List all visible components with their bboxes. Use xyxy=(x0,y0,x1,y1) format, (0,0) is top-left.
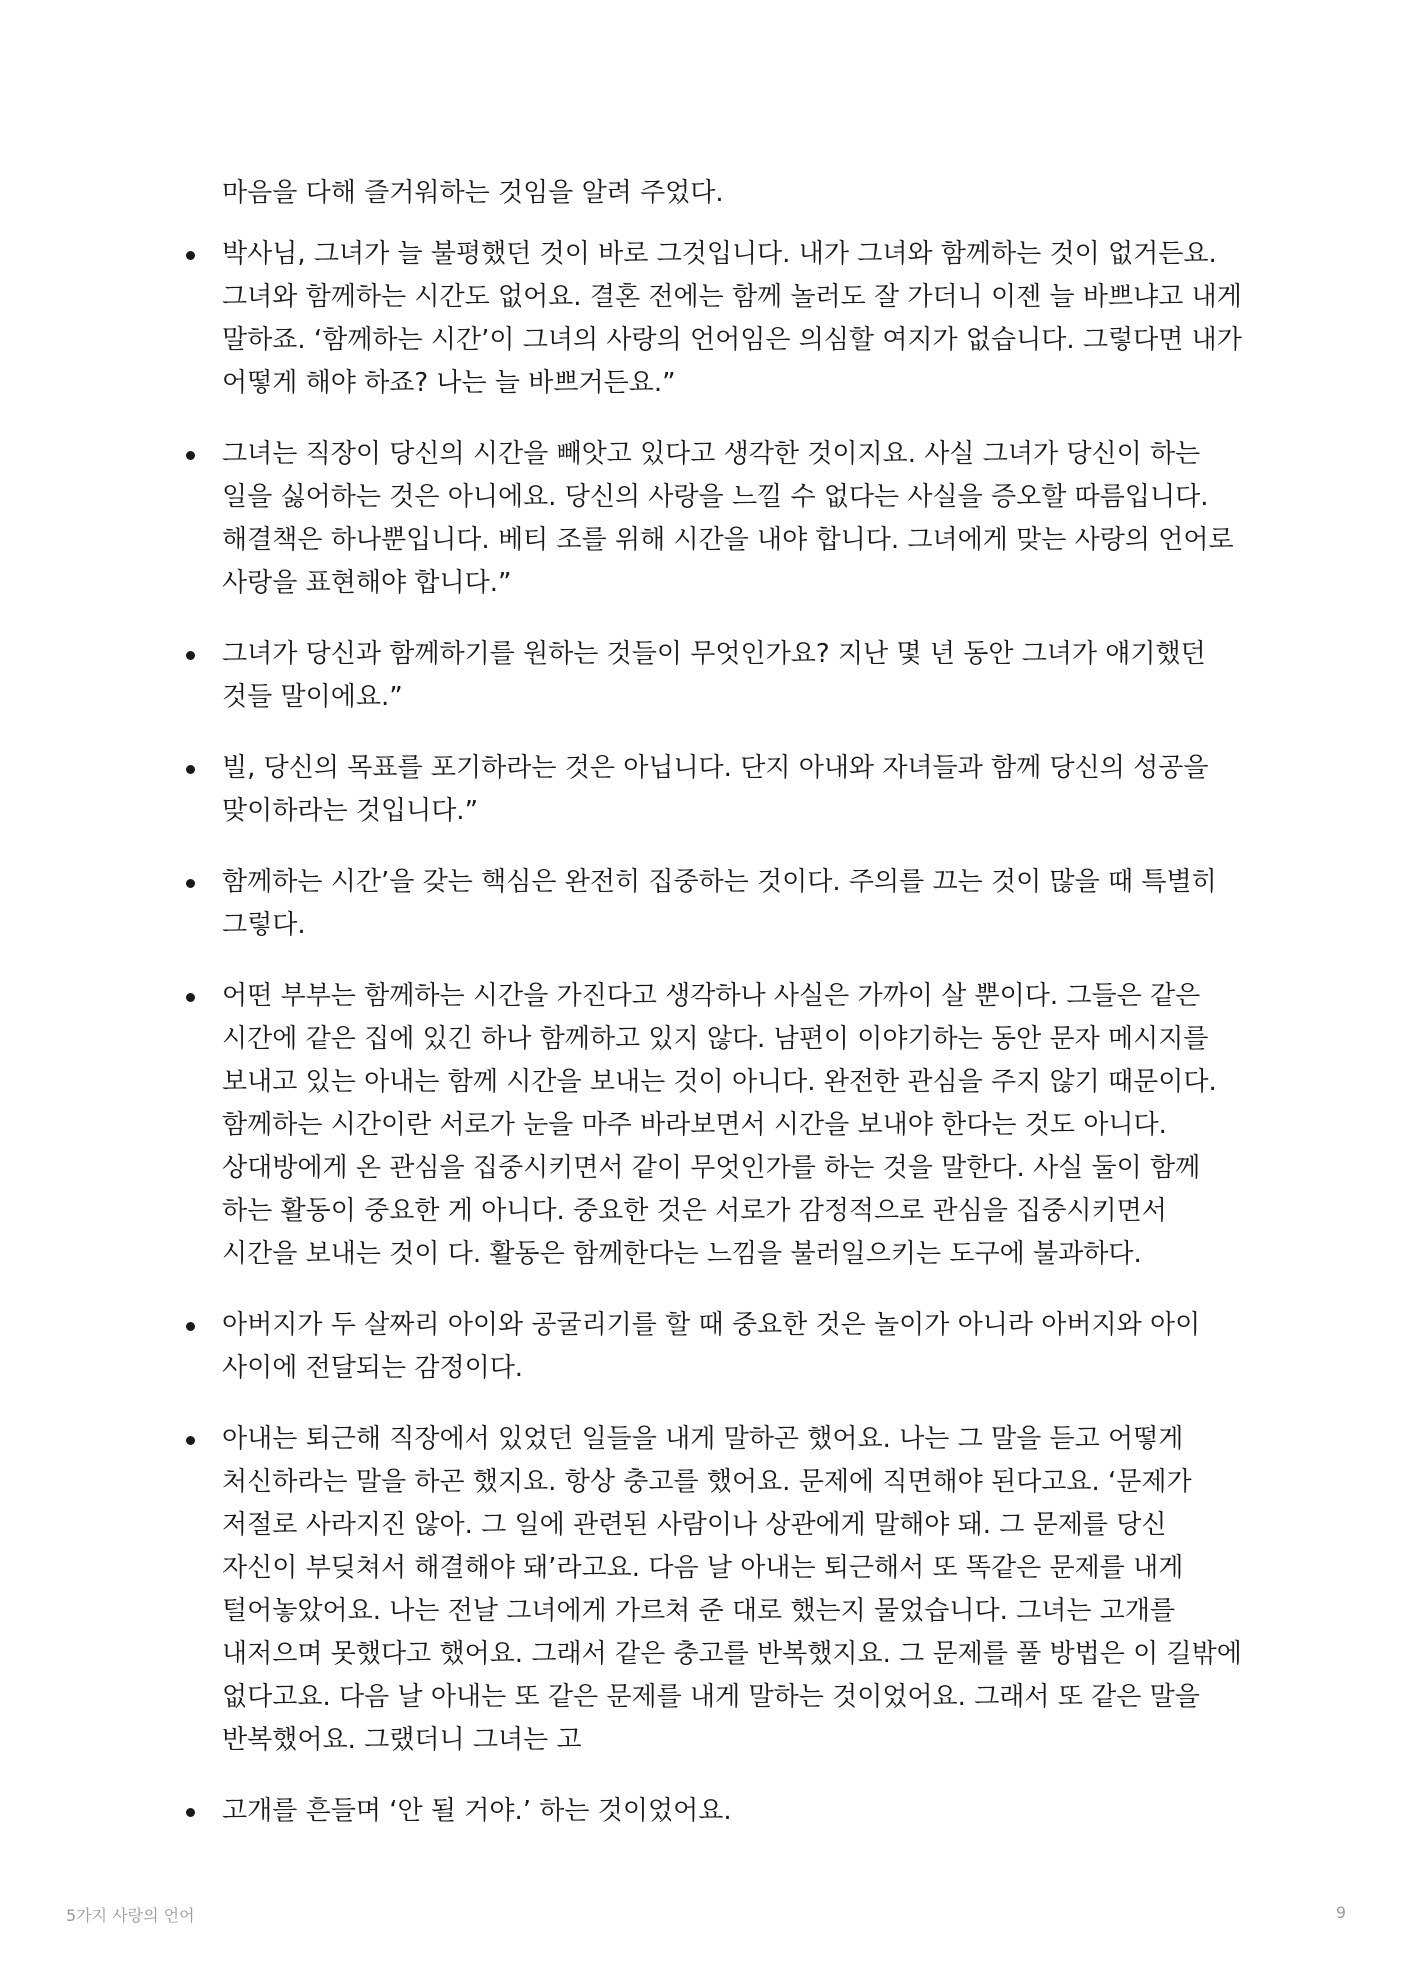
bullet-list xyxy=(0,233,1404,1861)
bullet-dot-icon xyxy=(186,765,195,774)
bullet-item xyxy=(0,233,1242,405)
bullet-text: 아버지가 두 살짜리 아이와 공굴리기를 할 때 중요한 것은 놀이가 아니라 아버지와 아이 사이에 전달되는 감정이다. xyxy=(222,1310,1201,1383)
bullet-dot-icon xyxy=(186,879,195,888)
footer-book-title: 5가지 사랑의 언어 xyxy=(66,1906,195,1925)
bullet-text: 함께하는 시간’을 갖는 핵심은 완전히 집중하는 것이다. 주의를 끄는 것이 많을 때 특별히 그렇다. xyxy=(222,867,1217,940)
bullet-dot-icon xyxy=(186,1808,195,1817)
bullet-item xyxy=(0,1304,1242,1390)
bullet-dot-icon xyxy=(186,993,195,1002)
bullet-dot-icon xyxy=(186,1436,195,1445)
bullet-text: 박사님, 그녀가 늘 불평했던 것이 바로 그것입니다. 내가 그녀와 함께하는 것이 없거든요. 그녀와 함께하는 시간도 없어요. 결혼 전에는 함께 놀러도 잘 가더니 이젠 늘 바쁘냐고 내게 말하죠. ‘함께하는 시간’이 그녀의 사랑의 언어임은 의심할 여지가 없습니다. 그렇다면 내가 어떻게 해야 하죠? 나는 늘 바쁘거든요.” xyxy=(222,239,1242,398)
bullet-item xyxy=(0,1418,1242,1762)
bullet-item xyxy=(0,433,1242,605)
bullet-dot-icon xyxy=(186,251,195,260)
bullet-text: 그녀가 당신과 함께하기를 원하는 것들이 무엇인가요? 지난 몇 년 동안 그녀가 얘기했던 것들 말이에요.” xyxy=(222,639,1206,712)
bullet-item xyxy=(0,975,1242,1276)
lead-paragraph: 마음을 다해 즐거워하는 것임을 알려 주었다. xyxy=(222,178,724,208)
bullet-text: 아내는 퇴근해 직장에서 있었던 일들을 내게 말하곤 했어요. 나는 그 말을 듣고 어떻게 처신하라는 말을 하곤 했지요. 항상 충고를 했어요. 문제에 직면해야 된다고요. ‘문제가 저절로 사라지진 않아. 그 일에 관련된 사람이나 상관에게 말해야 돼. 그 문제를 당신 자신이 부딪쳐서 해결해야 돼’라고요. 다음 날 아내는 퇴근해서 또 똑같은 문제를 내게 털어놓았어요. 나는 전날 그녀에게 가르쳐 준 대로 했는지 물었습니다. 그녀는 고개를 내저으며 못했다고 했어요. 그래서 같은 충고를 반복했지요. 그 문제를 풀 방법은 이 길밖에 없다고요. 다음 날 아내는 또 같은 문제를 내게 말하는 것이었어요. 그래서 또 같은 말을 반복했어요. 그랬더니 그녀는 고 xyxy=(222,1424,1242,1755)
footer-page-number: 9 xyxy=(1335,1903,1346,1922)
bullet-text: 빌, 당신의 목표를 포기하라는 것은 아닙니다. 단지 아내와 자녀들과 함께 당신의 성공을 맞이하라는 것입니다.” xyxy=(222,753,1209,826)
bullet-dot-icon xyxy=(186,651,195,660)
bullet-item xyxy=(0,861,1242,947)
bullet-item xyxy=(0,1790,1242,1833)
bullet-item xyxy=(0,747,1242,833)
bullet-item xyxy=(0,633,1242,719)
bullet-dot-icon xyxy=(186,1322,195,1331)
bullet-dot-icon xyxy=(186,451,195,460)
bullet-text: 고개를 흔들며 ‘안 될 거야.’ 하는 것이었어요. xyxy=(222,1796,732,1826)
bullet-text: 어떤 부부는 함께하는 시간을 가진다고 생각하나 사실은 가까이 살 뿐이다. 그들은 같은 시간에 같은 집에 있긴 하나 함께하고 있지 않다. 남편이 이야기하는 동안 문자 메시지를 보내고 있는 아내는 함께 시간을 보내는 것이 아니다. 완전한 관심을 주지 않기 때문이다. 함께하는 시간이란 서로가 눈을 마주 바라보면서 시간을 보내야 한다는 것도 아니다. 상대방에게 온 관심을 집중시키면서 같이 무엇인가를 하는 것을 말한다. 사실 둘이 함께 하는 활동이 중요한 게 아니다. 중요한 것은 서로가 감정적으로 관심을 집중시키면서 시간을 보내는 것이 다. 활동은 함께한다는 느낌을 불러일으키는 도구에 불과하다. xyxy=(222,981,1217,1269)
bullet-text: 그녀는 직장이 당신의 시간을 빼앗고 있다고 생각한 것이지요. 사실 그녀가 당신이 하는 일을 싫어하는 것은 아니에요. 당신의 사랑을 느낄 수 없다는 사실을 증오할 따름입니다. 해결책은 하나뿐입니다. 베티 조를 위해 시간을 내야 합니다. 그녀에게 맞는 사랑의 언어로 사랑을 표현해야 합니다.” xyxy=(222,439,1234,598)
